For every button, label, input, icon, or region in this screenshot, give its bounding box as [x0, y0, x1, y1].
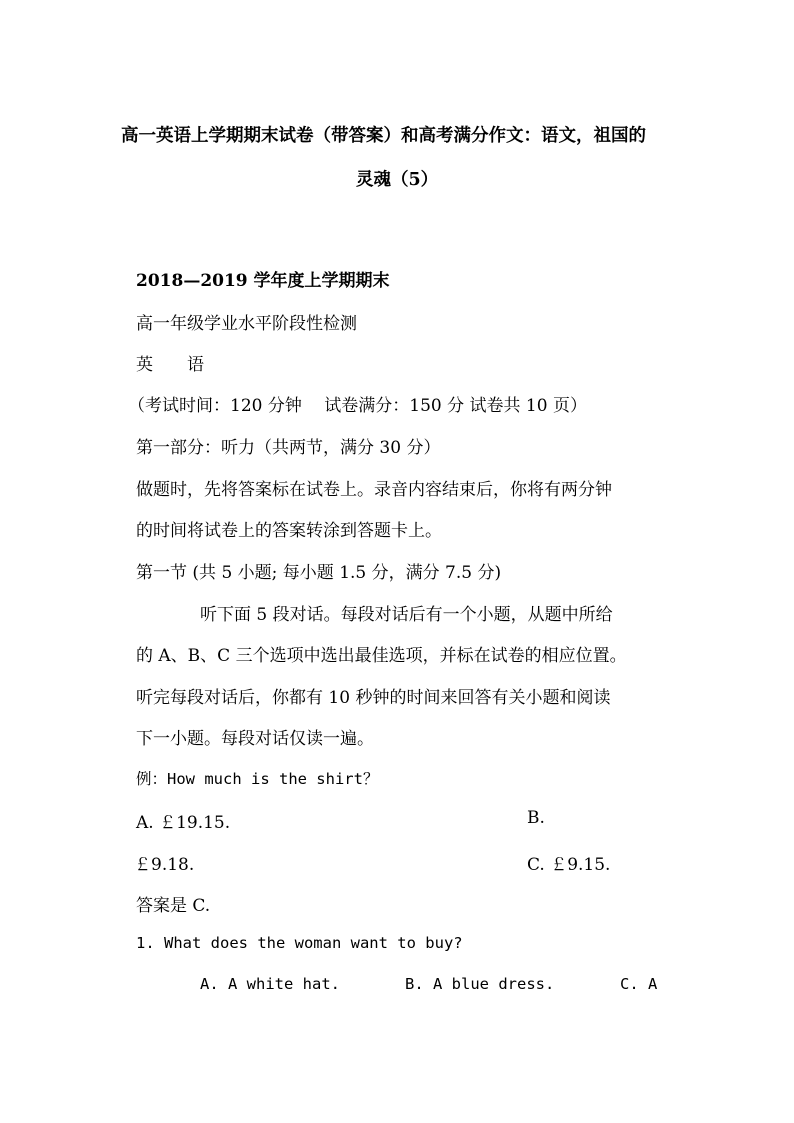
- doc-title-line2: 灵魂（5）: [356, 170, 439, 190]
- para-line2: 的 A、B、C 三个选项中选出最佳选项，并标在试卷的相应位置。: [136, 646, 627, 666]
- example-option-b: B.: [527, 808, 545, 828]
- question-1-option-b: B. A blue dress.: [405, 975, 555, 993]
- para-line4: 下一小题。每段对话仅读一遍。: [136, 729, 374, 749]
- para-line1: 听下面 5 段对话。每段对话后有一个小题，从题中所给: [200, 605, 613, 625]
- question-1-option-c: C. A: [620, 975, 658, 993]
- instruction-line1: 做题时，先将答案标在试卷上。录音内容结束后，你将有两分钟: [136, 480, 612, 500]
- part1-heading: 第一部分：听力（共两节，满分 30 分）: [136, 438, 441, 458]
- example-option-b-value: ￡9.18.: [134, 855, 195, 875]
- question-1: 1. What does the woman want to buy?: [136, 934, 463, 952]
- instruction-line2: 的时间将试卷上的答案转涂到答题卡上。: [136, 521, 442, 541]
- example-answer: 答案是 C.: [136, 896, 211, 916]
- exam-info: （考试时间：120 分钟 试卷满分：150 分 试卷共 10 页）: [128, 396, 587, 416]
- header-exam: 高一年级学业水平阶段性检测: [136, 314, 357, 334]
- example-option-c: C. ￡9.15.: [527, 855, 611, 875]
- question-1-option-a: A. A white hat.: [200, 975, 340, 993]
- doc-title-line1: 高一英语上学期期末试卷（带答案）和高考满分作文：语文，祖国的: [121, 126, 646, 146]
- header-year: 2018—2019 学年度上学期期末: [136, 271, 390, 291]
- para-line3: 听完每段对话后，你都有 10 秒钟的时间来回答有关小题和阅读: [136, 688, 611, 708]
- subject-label: 英 语: [136, 355, 204, 375]
- section1-heading: 第一节 (共 5 小题; 每小题 1.5 分，满分 7.5 分): [136, 563, 502, 583]
- example-question: 例：How much is the shirt？: [136, 770, 379, 788]
- example-option-a: A. ￡19.15.: [136, 813, 231, 833]
